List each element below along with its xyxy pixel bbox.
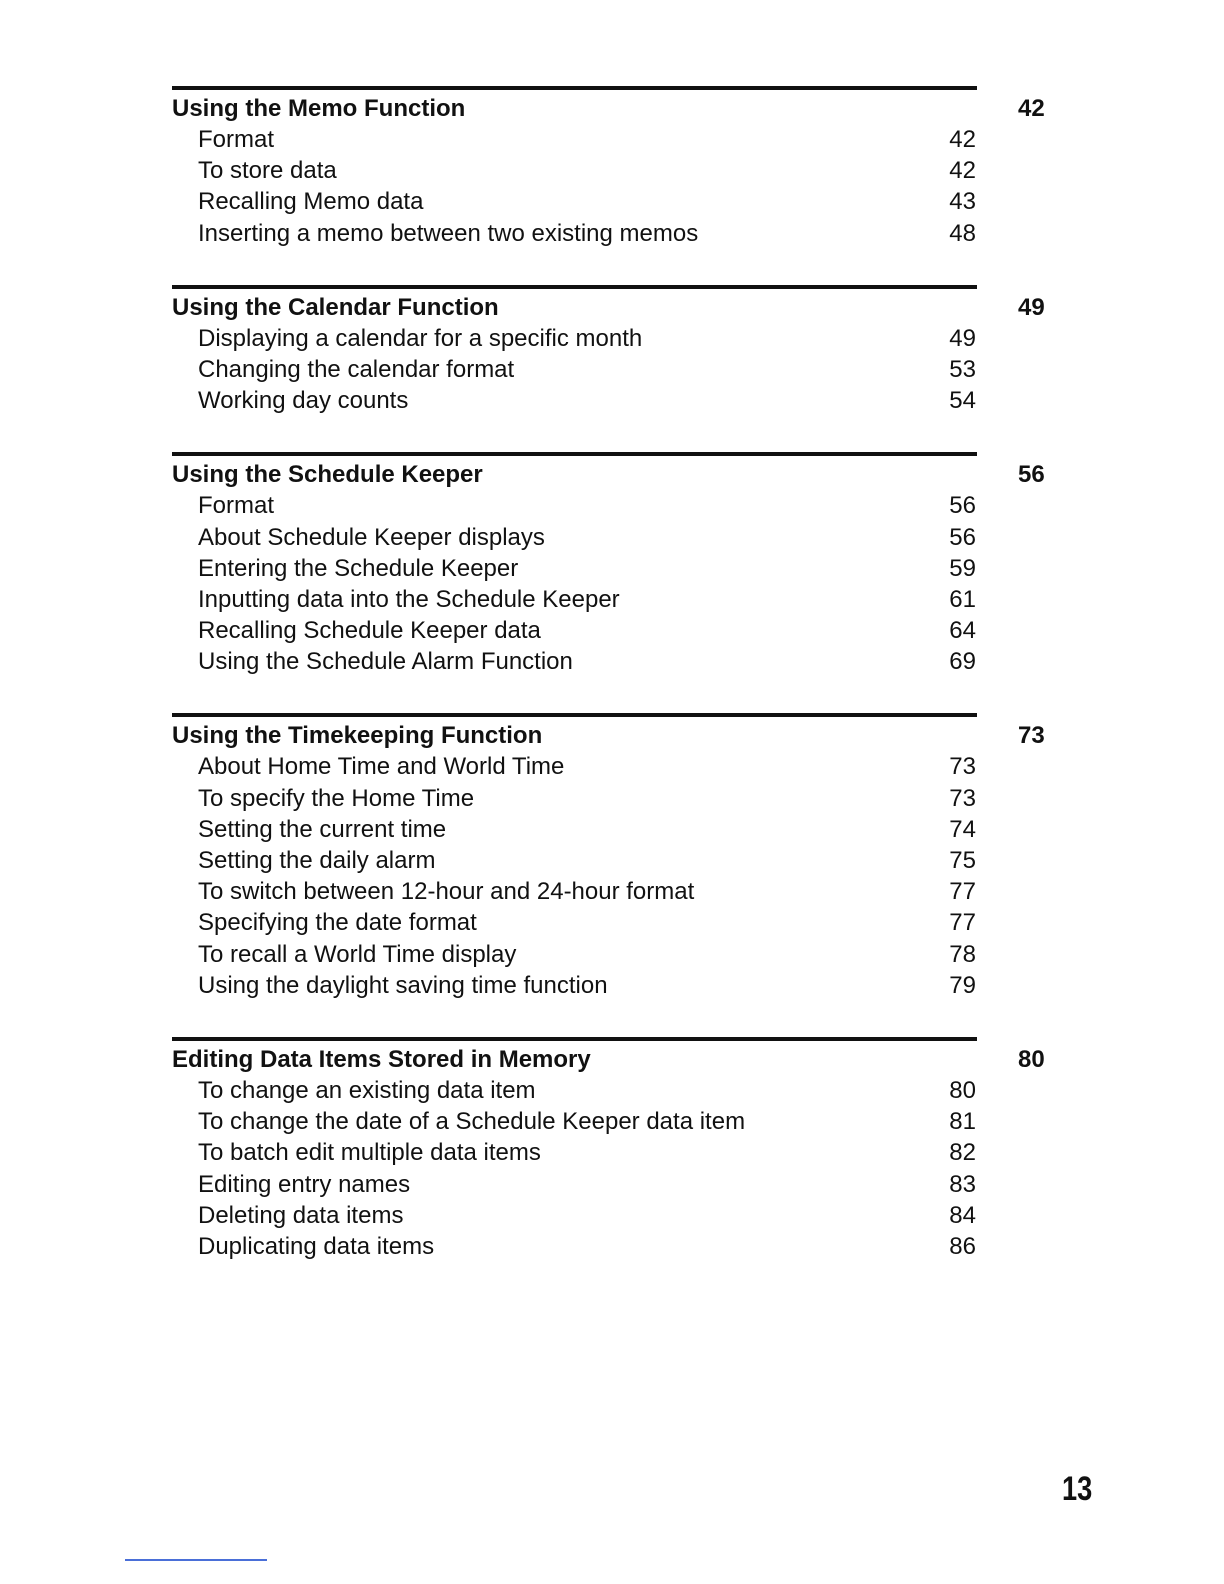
section-rule [172,86,977,90]
entry-page: 53 [949,355,976,383]
toc-entry [172,1106,1062,1137]
page-number: 13 [1062,1470,1093,1508]
section-page: 73 [1018,722,1045,750]
entry-page: 42 [949,157,976,185]
entry-title: Specifying the date format [198,909,477,937]
entry-title: To store data [198,157,337,185]
section-heading [172,93,1062,124]
entry-page: 42 [949,126,976,153]
entry-page: 73 [949,753,976,781]
toc-entry [172,1169,1062,1200]
toc-entry [172,1200,1062,1231]
entry-title: Using the daylight saving time function [198,971,608,999]
entry-title: Duplicating data items [198,1232,435,1260]
toc-entry [172,783,1062,814]
bottom-divider [125,1559,267,1561]
entry-title: Inserting a memo between two existing memos [198,219,699,247]
toc-section [172,285,1062,417]
entry-title: To batch edit multiple data items [198,1139,541,1167]
entry-page: 81 [949,1108,976,1136]
entry-title: Setting the current time [198,815,447,843]
toc-entry [172,218,1062,249]
toc-entry [172,845,1062,876]
toc-entry [172,1137,1062,1168]
section-rule [172,452,977,456]
entry-title: Recalling Schedule Keeper data [198,617,541,645]
entry-page: 77 [949,878,976,906]
toc-entry [172,939,1062,970]
toc-entry [172,970,1062,1001]
entry-page: 74 [949,815,976,843]
toc-entry [172,490,1062,521]
entry-page: 82 [949,1139,976,1167]
toc-entry [172,186,1062,217]
entry-page: 77 [949,909,976,937]
section-heading [172,720,1062,751]
section-heading [172,1044,1062,1075]
toc-entry [172,354,1062,385]
toc-entry [172,385,1062,416]
entry-title: About Home Time and World Time [198,753,565,781]
section-heading [172,459,1062,490]
section-title: Using the Calendar Function [172,293,499,321]
toc-entry [172,1231,1062,1262]
section-page: 42 [1018,95,1045,122]
entry-title: To switch between 12-hour and 24-hour format [198,878,695,906]
entry-title: Changing the calendar format [198,355,515,383]
toc-entry [172,323,1062,354]
section-heading [172,292,1062,323]
entry-title: To change the date of a Schedule Keeper data item [198,1108,746,1136]
toc-entry [172,155,1062,186]
toc-section [172,1037,1062,1262]
entry-title: Format [198,126,275,153]
toc-entry [172,1075,1062,1106]
entry-page: 43 [949,188,976,216]
toc-section [172,86,1062,249]
entry-title: Working day counts [198,387,409,415]
entry-title: Displaying a calendar for a specific month [198,324,643,352]
section-rule [172,713,977,717]
toc-entry [172,553,1062,584]
entry-page: 86 [949,1232,976,1260]
section-title: Using the Timekeeping Function [172,722,543,750]
toc-entry [172,876,1062,907]
section-page: 80 [1018,1045,1045,1073]
entry-title: Format [198,492,275,520]
entry-title: Editing entry names [198,1170,411,1198]
entry-title: To recall a World Time display [198,940,517,968]
entry-page: 56 [949,523,976,551]
entry-title: Using the Schedule Alarm Function [198,648,573,676]
entry-page: 59 [949,554,976,582]
toc-section [172,713,1062,1001]
entry-page: 56 [949,492,976,520]
entry-title: About Schedule Keeper displays [198,523,545,551]
entry-title: Inputting data into the Schedule Keeper [198,585,620,613]
entry-page: 80 [949,1076,976,1104]
entry-title: To specify the Home Time [198,784,475,812]
entry-page: 61 [949,585,976,613]
entry-page: 84 [949,1201,976,1229]
section-rule [172,1037,977,1041]
entry-title: Entering the Schedule Keeper [198,554,519,582]
entry-title: Setting the daily alarm [198,847,436,874]
section-title: Editing Data Items Stored in Memory [172,1045,591,1073]
section-page: 49 [1018,293,1045,321]
entry-page: 64 [949,617,976,645]
entry-page: 54 [949,387,976,415]
section-page: 56 [1018,461,1045,489]
entry-page: 75 [949,847,976,874]
section-title: Using the Schedule Keeper [172,461,483,489]
toc-entry [172,751,1062,782]
table-of-contents [172,86,1062,1298]
entry-title: Recalling Memo data [198,188,424,216]
entry-page: 48 [949,219,976,247]
entry-page: 78 [949,940,976,968]
entry-page: 49 [949,324,976,352]
section-title: Using the Memo Function [172,95,466,122]
toc-entry [172,907,1062,938]
entry-page: 69 [949,648,976,676]
toc-section [172,452,1062,677]
entry-page: 73 [949,784,976,812]
toc-entry [172,615,1062,646]
toc-entry [172,814,1062,845]
toc-entry [172,584,1062,615]
toc-entry [172,646,1062,677]
entry-title: Deleting data items [198,1201,404,1229]
entry-page: 79 [949,971,976,999]
section-rule [172,285,977,289]
entry-title: To change an existing data item [198,1076,536,1104]
toc-entry [172,124,1062,155]
entry-page: 83 [949,1170,976,1198]
toc-entry [172,522,1062,553]
